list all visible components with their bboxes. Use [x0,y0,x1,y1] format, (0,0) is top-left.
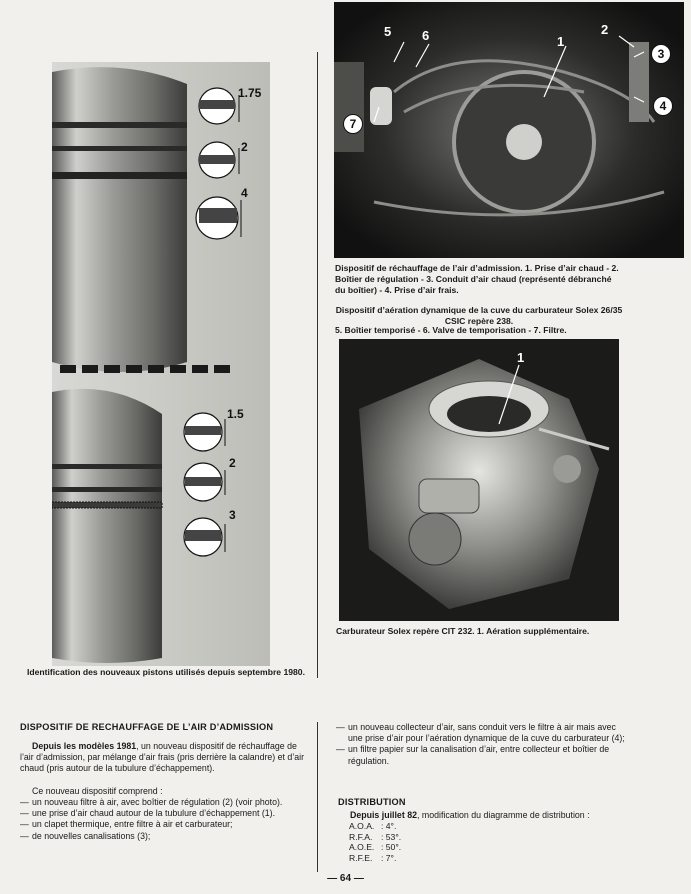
page-number: — 64 — [327,873,364,884]
distribution-heading: DISTRIBUTION [338,797,406,807]
column-divider-bottom [317,722,318,872]
column-divider-top [317,52,318,678]
engine-callout-2: 2 [601,22,609,37]
admission-list-continued [336,722,628,767]
timing-row: A.O.E. : 50°. [349,842,402,852]
piston-label-top-3: 4 [241,186,248,200]
timing-table [349,821,401,863]
admission-intro-rest: , un nouveau dispositif de réchauffage de l’air d’admission, par mélange d’air frais (pris derrière la calandre) et d’air chaud (pris autour de la tubulure d’échappement). [20,741,305,774]
engine-callout-1: 1 [557,34,565,49]
distribution-intro-bold: Depuis juillet 82 [350,810,417,820]
list-item: — de nouvelles canalisations (3); [20,830,151,841]
admission-list [20,797,312,842]
admission-heading: DISPOSITIF DE RECHAUFFAGE DE L’AIR D’ADMISSION [20,722,274,732]
engine-caption-2-items: 5. Boîtier temporisé - 6. Valve de temporisation - 7. Filtre. [335,325,567,335]
timing-row: R.F.A. : 53°. [349,831,402,842]
list-item: — un nouveau collecteur d’air, sans conduit vers le filtre à air mais avec une prise d’air pour l’aération dynamique de la cuve du carburateur (4); [336,722,625,744]
carburetor-photo [339,339,619,621]
engine-callout-3: 3 [651,44,671,64]
list-item: — un nouveau filtre à air, avec boîtier de régulation (2) (voir photo). [20,797,283,807]
list-item: — une prise d’air chaud autour de la tubulure d’échappement (1). [20,808,276,819]
engine-callout-5: 5 [384,24,392,39]
piston-label-top-2: 2 [241,140,248,154]
timing-row: A.O.A. : 4°. [349,821,397,831]
admission-intro-bold: Depuis les modèles 1981 [32,741,137,751]
carburetor-callout-1: 1 [517,350,525,365]
piston-label-bottom-3: 3 [229,508,236,522]
piston-label-bottom-1: 1.5 [227,407,244,421]
carburetor-caption: Carburateur Solex repère CIT 232. 1. Aération supplémentaire. [336,626,590,636]
list-item: — un filtre papier sur la canalisation d’air, entre collecteur et boîtier de régulation. [336,744,610,766]
engine-callout-7: 7 [343,114,363,134]
distribution-intro [338,810,630,821]
admission-comprend: Ce nouveau dispositif comprend : [32,786,163,796]
admission-intro [20,741,312,775]
engine-caption: Dispositif de réchauffage de l’air d’admission. 1. Prise d’air chaud - 2. Boîtier de régulation - 3. Conduit d’air chaud (représenté débranché du boîtier) - 4. Prise d’air frais. [335,263,619,295]
timing-row: R.F.E. : 7°. [349,852,397,863]
engine-photo [334,2,684,258]
engine-callout-4: 4 [653,96,673,116]
piston-caption: Identification des nouveaux pistons utilisés depuis septembre 1980. [27,667,305,677]
engine-callout-6: 6 [422,28,430,43]
piston-photo [52,62,270,666]
engine-caption-2-title: Dispositif d’aération dynamique de la cuve du carburateur Solex 26/35 CSIC repère 238. [335,305,623,326]
piston-label-bottom-2: 2 [229,456,236,470]
distribution-intro-rest: , modification du diagramme de distribution : [416,810,590,820]
list-item: — un clapet thermique, entre filtre à air et carburateur; [20,819,233,830]
piston-label-top-1: 1.75 [238,86,262,100]
